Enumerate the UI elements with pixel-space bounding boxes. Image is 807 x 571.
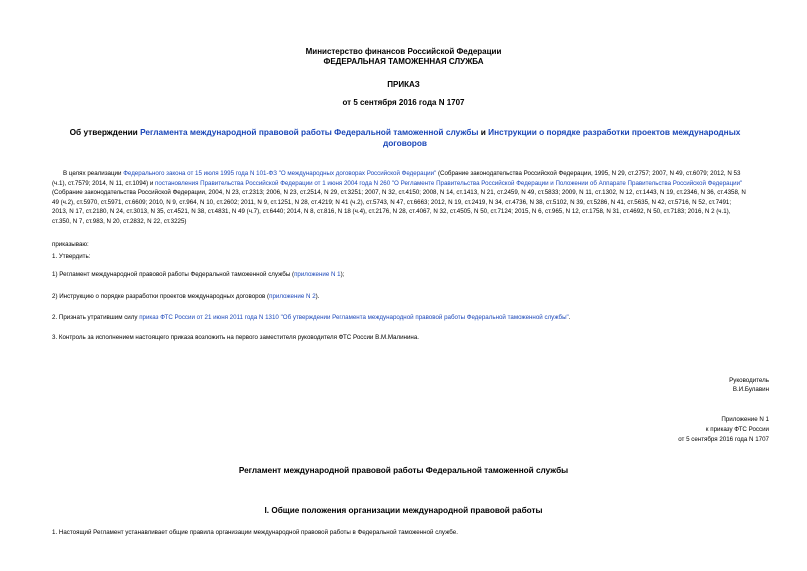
section-1-heading: I. Общие положения организации международной правовой работы — [264, 506, 543, 515]
appendix-line-1: Приложение N 1 — [721, 416, 769, 423]
appendix-line-3: от 5 сентября 2016 года N 1707 — [678, 436, 769, 443]
order-item-1-2 — [52, 292, 319, 302]
order-item-1: 1. Утвердить: — [52, 253, 91, 260]
reglament-title: Регламент международной правовой работы Федеральной таможенной службы — [238, 466, 569, 475]
service-name: ФЕДЕРАЛЬНАЯ ТАМОЖЕННАЯ СЛУЖБА — [323, 57, 484, 66]
document-type: ПРИКАЗ — [387, 80, 420, 89]
preamble-text-1: В целях реализации — [63, 170, 124, 177]
prikazyvayu-label: приказываю: — [52, 241, 89, 248]
order-item-1-2-text: 2) Инструкцию о порядке разработки проектов международных договоров ( — [52, 293, 270, 300]
preamble-text-3: (Собрание законодательства Российской Федерации, 2004, N 23, ст.2313; 2006, N 23, ст.2514, N 29, ст.3251; 2007, N 32, ст.4150; 2008, N 14, ст.1413, N 21, ст.2459, N 49, ст.5833; 2009, N 11, ст.1302, N 12, ст.1443, N 19, ст.2346, N 36, ст.4358, N 49 (ч.2), ст.5970, ст.5971, ст.6609; 2010, N 9, ст.964, N 10, ст.2602; 2011, N 9, ст.1251, N 28, ст.4219; N 41 (ч.2), ст.5743, N 47, ст.6663; 2012, N 19, ст.2419, N 34, ст.4736, N 38, ст.5102, N 39, ст.5286, N 41, ст.5635, N 42, ст.5716, N 52, ст.7491; 2013, N 17, ст.2180, N 24, ст.3013, N 35, ст.4521, N 38, ст.4831, N 49 (ч.7), ст.6440; 2014, N 8, ст.816, N 18 (ч.4), ст.2176, N 28, ст.4067, N 32, ст.4505, N 50, ст.7124; 2015, N 6, ст.965, N 12, ст.1758, N 31, ст.4692, N 50, ст.7183; 2016, N 2 (ч.1), ст.350, N 7, ст.983, N 20, ст.2832, N 22, ст.3225) — [52, 189, 746, 225]
link-order-1310[interactable]: приказ ФТС России от 21 июня 2011 года N 1310 "Об утверждении Регламента международной правовой работы Федеральной таможенной службы" — [139, 314, 569, 321]
link-appendix-2[interactable]: приложение N 2 — [269, 293, 316, 300]
preamble-text-2: (Собрание законодательства Российской Федерации, 1995, N 29, ст.2757; 2007, N 49, ст.6079; 2012, N 53 (ч.1), ст.7579; 2014, N 11, ст.1094) и — [52, 170, 741, 187]
order-item-1-1 — [52, 270, 344, 280]
preamble-link-government-decree[interactable]: постановления Правительства Российской Федерации от 1 июня 2004 года N 260 "О Регламенте Правительства Российской Федерации и Положении об Аппарате Правительства Российской Федерации" — [155, 179, 743, 187]
appendix-line-2: к приказу ФТС России — [705, 426, 769, 433]
title-link-reglament[interactable]: Регламента международной правовой работы Федеральной таможенной службы — [140, 127, 479, 137]
reglament-item-1: 1. Настоящий Регламент устанавливает общие правила организации международной правовой работы в Федеральной таможенной службе. — [52, 529, 458, 536]
link-appendix-1[interactable]: приложение N 1 — [294, 271, 341, 278]
order-item-2-text: 2. Признать утратившим силу — [52, 314, 140, 321]
order-item-1-2-end: ). — [315, 293, 320, 300]
order-item-1-1-text: 1) Регламент международной правовой работы Федеральной таможенной службы ( — [52, 271, 295, 278]
signature-name: В.И.Булавин — [732, 386, 769, 393]
preamble-paragraph — [52, 169, 747, 227]
ministry-name: Министерство финансов Российской Федерации — [305, 47, 502, 56]
order-item-1-1-end: ); — [340, 271, 345, 278]
order-item-2-end: . — [568, 314, 571, 321]
title-middle: и — [478, 127, 489, 137]
title-prefix: Об утверждении — [69, 127, 141, 137]
preamble-link-federal-law[interactable]: Федерального закона от 15 июля 1995 года N 101-ФЗ "О международных договорах Российской Федерации" — [123, 170, 437, 177]
title-link-instruction[interactable]: Инструкции о порядке разработки проектов международных договоров — [382, 127, 741, 148]
order-item-3: 3. Контроль за исполнением настоящего приказа возложить на первого заместителя руководителя ФТС России В.М.Малинина. — [52, 334, 420, 341]
document-date: от 5 сентября 2016 года N 1707 — [342, 98, 465, 107]
signature-role: Руководитель — [729, 377, 769, 384]
document-title — [60, 127, 750, 149]
order-item-2 — [52, 313, 570, 323]
